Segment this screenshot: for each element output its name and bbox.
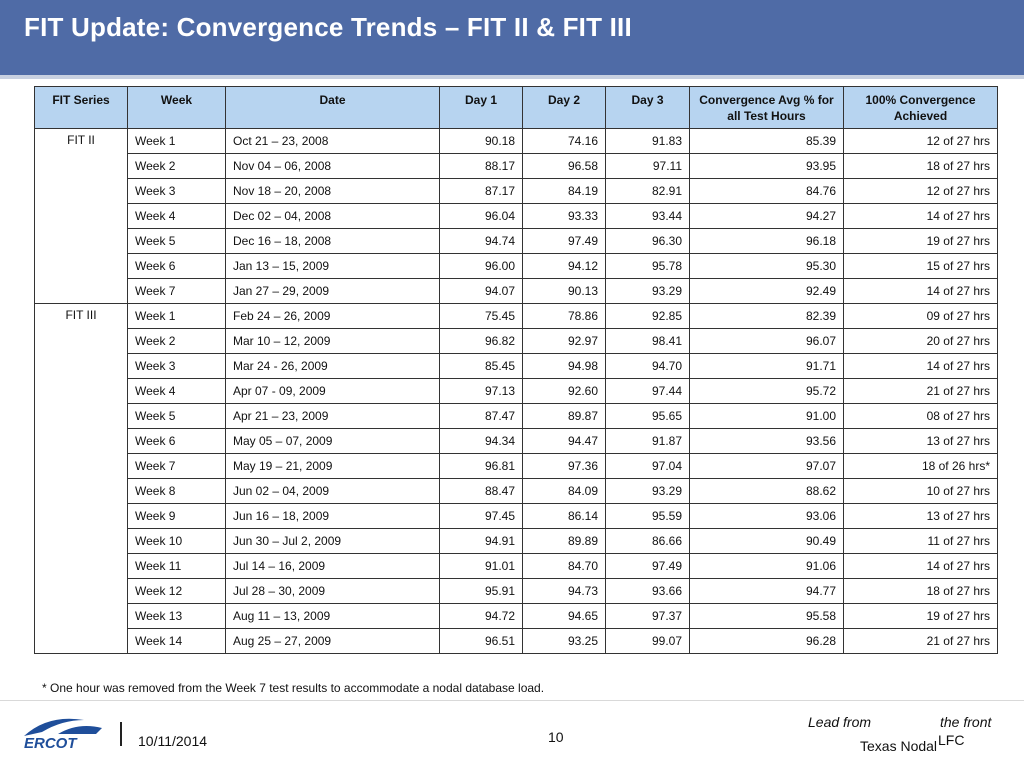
week-cell: Week 7: [128, 454, 226, 479]
week-cell: Week 7: [128, 279, 226, 304]
day3-cell: 91.83: [606, 129, 690, 154]
fit-series-cell: [35, 404, 128, 429]
title-underline: [0, 75, 1024, 79]
day3-cell: 82.91: [606, 179, 690, 204]
fit-series-cell: [35, 179, 128, 204]
fit-series-cell: [35, 429, 128, 454]
day2-cell: 96.58: [523, 154, 606, 179]
avg-cell: 91.06: [690, 554, 844, 579]
fit-series-cell: [35, 529, 128, 554]
achieved-cell: 14 of 27 hrs: [844, 279, 998, 304]
slide-title: FIT Update: Convergence Trends – FIT II & FIT III: [24, 12, 632, 42]
day2-cell: 84.70: [523, 554, 606, 579]
day1-cell: 94.34: [440, 429, 523, 454]
table-row: [35, 329, 998, 354]
table-row: [35, 454, 998, 479]
fit-series-cell: [35, 329, 128, 354]
table-row: [35, 554, 998, 579]
fit-series-cell: FIT II: [35, 129, 128, 154]
week-cell: Week 13: [128, 604, 226, 629]
week-cell: Week 12: [128, 579, 226, 604]
day1-cell: 96.81: [440, 454, 523, 479]
week-cell: Week 14: [128, 629, 226, 654]
date-cell: May 05 – 07, 2009: [226, 429, 440, 454]
avg-cell: 96.28: [690, 629, 844, 654]
achieved-cell: 21 of 27 hrs: [844, 629, 998, 654]
avg-cell: 96.07: [690, 329, 844, 354]
page-number: 10: [548, 729, 564, 745]
day1-cell: 94.72: [440, 604, 523, 629]
day2-cell: 89.87: [523, 404, 606, 429]
week-cell: Week 11: [128, 554, 226, 579]
day3-cell: 91.87: [606, 429, 690, 454]
week-cell: Week 4: [128, 204, 226, 229]
day2-cell: 93.25: [523, 629, 606, 654]
day3-cell: 99.07: [606, 629, 690, 654]
avg-cell: 85.39: [690, 129, 844, 154]
date-cell: Apr 07 - 09, 2009: [226, 379, 440, 404]
day3-cell: 98.41: [606, 329, 690, 354]
day2-cell: 97.49: [523, 229, 606, 254]
day2-cell: 94.73: [523, 579, 606, 604]
tagline-lead-from: Lead from: [808, 714, 872, 730]
table-row: [35, 604, 998, 629]
table-row: [35, 304, 998, 329]
day3-cell: 97.44: [606, 379, 690, 404]
day3-cell: 92.85: [606, 304, 690, 329]
achieved-cell: 14 of 27 hrs: [844, 354, 998, 379]
week-cell: Week 3: [128, 179, 226, 204]
fit-series-cell: [35, 379, 128, 404]
table-row: [35, 229, 998, 254]
week-cell: Week 3: [128, 354, 226, 379]
day1-cell: 96.82: [440, 329, 523, 354]
day3-cell: 93.66: [606, 579, 690, 604]
date-cell: Jul 28 – 30, 2009: [226, 579, 440, 604]
table-row: [35, 504, 998, 529]
footnote: * One hour was removed from the Week 7 test results to accommodate a nodal database load.: [42, 681, 545, 695]
fit-series-cell: [35, 204, 128, 229]
day2-cell: 94.65: [523, 604, 606, 629]
date-cell: Oct 21 – 23, 2008: [226, 129, 440, 154]
day2-cell: 93.33: [523, 204, 606, 229]
fit-series-cell: [35, 354, 128, 379]
day3-cell: 97.04: [606, 454, 690, 479]
table-header-row: [35, 87, 998, 129]
day3-cell: 95.78: [606, 254, 690, 279]
fit-series-cell: [35, 254, 128, 279]
achieved-cell: 19 of 27 hrs: [844, 229, 998, 254]
week-cell: Week 5: [128, 404, 226, 429]
day3-cell: 93.29: [606, 479, 690, 504]
table-row: [35, 129, 998, 154]
day2-cell: 92.60: [523, 379, 606, 404]
table-row: [35, 354, 998, 379]
date-cell: Jul 14 – 16, 2009: [226, 554, 440, 579]
date-cell: Mar 10 – 12, 2009: [226, 329, 440, 354]
day3-cell: 96.30: [606, 229, 690, 254]
table-row: [35, 429, 998, 454]
avg-cell: 95.72: [690, 379, 844, 404]
avg-cell: 91.00: [690, 404, 844, 429]
achieved-cell: 18 of 27 hrs: [844, 579, 998, 604]
fit-series-cell: [35, 629, 128, 654]
day1-cell: 96.00: [440, 254, 523, 279]
tagline-the-front: the front: [940, 714, 992, 730]
day1-cell: 94.74: [440, 229, 523, 254]
day1-cell: 96.04: [440, 204, 523, 229]
footer-divider: [120, 722, 122, 746]
avg-cell: 93.95: [690, 154, 844, 179]
table-row: [35, 529, 998, 554]
col-header-day2: Day 2: [523, 87, 606, 129]
day2-cell: 94.12: [523, 254, 606, 279]
week-cell: Week 6: [128, 254, 226, 279]
day1-cell: 90.18: [440, 129, 523, 154]
avg-cell: 96.18: [690, 229, 844, 254]
day1-cell: 88.17: [440, 154, 523, 179]
week-cell: Week 9: [128, 504, 226, 529]
col-header-date: Date: [226, 87, 440, 129]
avg-cell: 94.77: [690, 579, 844, 604]
day3-cell: 93.29: [606, 279, 690, 304]
fit-series-cell: [35, 554, 128, 579]
date-cell: Feb 24 – 26, 2009: [226, 304, 440, 329]
avg-cell: 84.76: [690, 179, 844, 204]
avg-cell: 90.49: [690, 529, 844, 554]
date-cell: Dec 02 – 04, 2008: [226, 204, 440, 229]
date-cell: Mar 24 - 26, 2009: [226, 354, 440, 379]
day3-cell: 97.11: [606, 154, 690, 179]
day3-cell: 97.49: [606, 554, 690, 579]
day3-cell: 95.59: [606, 504, 690, 529]
avg-cell: 93.56: [690, 429, 844, 454]
day1-cell: 87.17: [440, 179, 523, 204]
day2-cell: 78.86: [523, 304, 606, 329]
achieved-cell: 19 of 27 hrs: [844, 604, 998, 629]
day3-cell: 93.44: [606, 204, 690, 229]
day1-cell: 85.45: [440, 354, 523, 379]
day1-cell: 95.91: [440, 579, 523, 604]
achieved-cell: 14 of 27 hrs: [844, 204, 998, 229]
table-row: [35, 279, 998, 304]
col-header-week: Week: [128, 87, 226, 129]
achieved-cell: 15 of 27 hrs: [844, 254, 998, 279]
week-cell: Week 6: [128, 429, 226, 454]
col-header-day1: Day 1: [440, 87, 523, 129]
avg-cell: 95.58: [690, 604, 844, 629]
day2-cell: 89.89: [523, 529, 606, 554]
title-bar: [0, 0, 1024, 75]
table-row: [35, 254, 998, 279]
avg-cell: 95.30: [690, 254, 844, 279]
achieved-cell: 21 of 27 hrs: [844, 379, 998, 404]
table-row: [35, 629, 998, 654]
date-cell: Aug 11 – 13, 2009: [226, 604, 440, 629]
day2-cell: 94.47: [523, 429, 606, 454]
footer-date: 10/11/2014: [138, 733, 208, 749]
day3-cell: 94.70: [606, 354, 690, 379]
fit-series-cell: [35, 154, 128, 179]
avg-cell: 91.71: [690, 354, 844, 379]
table-row: [35, 204, 998, 229]
avg-cell: 82.39: [690, 304, 844, 329]
day1-cell: 87.47: [440, 404, 523, 429]
convergence-table: [34, 86, 998, 654]
fit-series-cell: [35, 504, 128, 529]
fit-series-cell: [35, 479, 128, 504]
fit-series-cell: [35, 229, 128, 254]
day1-cell: 97.13: [440, 379, 523, 404]
day1-cell: 75.45: [440, 304, 523, 329]
day2-cell: 92.97: [523, 329, 606, 354]
texas-nodal-label: Texas Nodal: [860, 738, 938, 754]
day3-cell: 95.65: [606, 404, 690, 429]
day2-cell: 97.36: [523, 454, 606, 479]
fit-series-cell: [35, 279, 128, 304]
lfc-label: LFC: [938, 732, 965, 748]
week-cell: Week 5: [128, 229, 226, 254]
table-row: [35, 579, 998, 604]
day1-cell: 94.07: [440, 279, 523, 304]
achieved-cell: 18 of 27 hrs: [844, 154, 998, 179]
avg-cell: 92.49: [690, 279, 844, 304]
avg-cell: 93.06: [690, 504, 844, 529]
footer-rule: [0, 700, 1024, 701]
table-row: [35, 404, 998, 429]
achieved-cell: 09 of 27 hrs: [844, 304, 998, 329]
table-row: [35, 379, 998, 404]
achieved-cell: 20 of 27 hrs: [844, 329, 998, 354]
day1-cell: 88.47: [440, 479, 523, 504]
date-cell: Jun 16 – 18, 2009: [226, 504, 440, 529]
achieved-cell: 13 of 27 hrs: [844, 504, 998, 529]
avg-cell: 97.07: [690, 454, 844, 479]
table-row: [35, 154, 998, 179]
date-cell: Aug 25 – 27, 2009: [226, 629, 440, 654]
day3-cell: 86.66: [606, 529, 690, 554]
date-cell: Apr 21 – 23, 2009: [226, 404, 440, 429]
date-cell: Jun 30 – Jul 2, 2009: [226, 529, 440, 554]
achieved-cell: 14 of 27 hrs: [844, 554, 998, 579]
date-cell: Nov 18 – 20, 2008: [226, 179, 440, 204]
achieved-cell: 12 of 27 hrs: [844, 179, 998, 204]
day1-cell: 97.45: [440, 504, 523, 529]
day1-cell: 91.01: [440, 554, 523, 579]
avg-cell: 88.62: [690, 479, 844, 504]
week-cell: Week 1: [128, 304, 226, 329]
week-cell: Week 2: [128, 154, 226, 179]
col-header-fit-series: FIT Series: [35, 87, 128, 129]
achieved-cell: 11 of 27 hrs: [844, 529, 998, 554]
day2-cell: 74.16: [523, 129, 606, 154]
day3-cell: 97.37: [606, 604, 690, 629]
achieved-cell: 08 of 27 hrs: [844, 404, 998, 429]
ercot-logo: [18, 712, 108, 752]
day2-cell: 84.09: [523, 479, 606, 504]
day1-cell: 94.91: [440, 529, 523, 554]
date-cell: Jan 13 – 15, 2009: [226, 254, 440, 279]
date-cell: Dec 16 – 18, 2008: [226, 229, 440, 254]
week-cell: Week 1: [128, 129, 226, 154]
fit-series-cell: FIT III: [35, 304, 128, 329]
week-cell: Week 4: [128, 379, 226, 404]
date-cell: May 19 – 21, 2009: [226, 454, 440, 479]
achieved-cell: 18 of 26 hrs*: [844, 454, 998, 479]
day1-cell: 96.51: [440, 629, 523, 654]
table-body: [35, 129, 998, 654]
col-header-day3: Day 3: [606, 87, 690, 129]
fit-series-cell: [35, 454, 128, 479]
day2-cell: 94.98: [523, 354, 606, 379]
table-row: [35, 479, 998, 504]
day2-cell: 86.14: [523, 504, 606, 529]
col-header-convergence-avg: Convergence Avg % for all Test Hours: [690, 87, 844, 129]
week-cell: Week 10: [128, 529, 226, 554]
fit-series-cell: [35, 579, 128, 604]
date-cell: Nov 04 – 06, 2008: [226, 154, 440, 179]
table-row: [35, 179, 998, 204]
day2-cell: 84.19: [523, 179, 606, 204]
col-header-full-convergence: 100% Convergence Achieved: [844, 87, 998, 129]
fit-series-cell: [35, 604, 128, 629]
avg-cell: 94.27: [690, 204, 844, 229]
day2-cell: 90.13: [523, 279, 606, 304]
achieved-cell: 10 of 27 hrs: [844, 479, 998, 504]
date-cell: Jan 27 – 29, 2009: [226, 279, 440, 304]
achieved-cell: 13 of 27 hrs: [844, 429, 998, 454]
achieved-cell: 12 of 27 hrs: [844, 129, 998, 154]
date-cell: Jun 02 – 04, 2009: [226, 479, 440, 504]
week-cell: Week 2: [128, 329, 226, 354]
svg-text:ERCOT: ERCOT: [24, 735, 77, 752]
week-cell: Week 8: [128, 479, 226, 504]
